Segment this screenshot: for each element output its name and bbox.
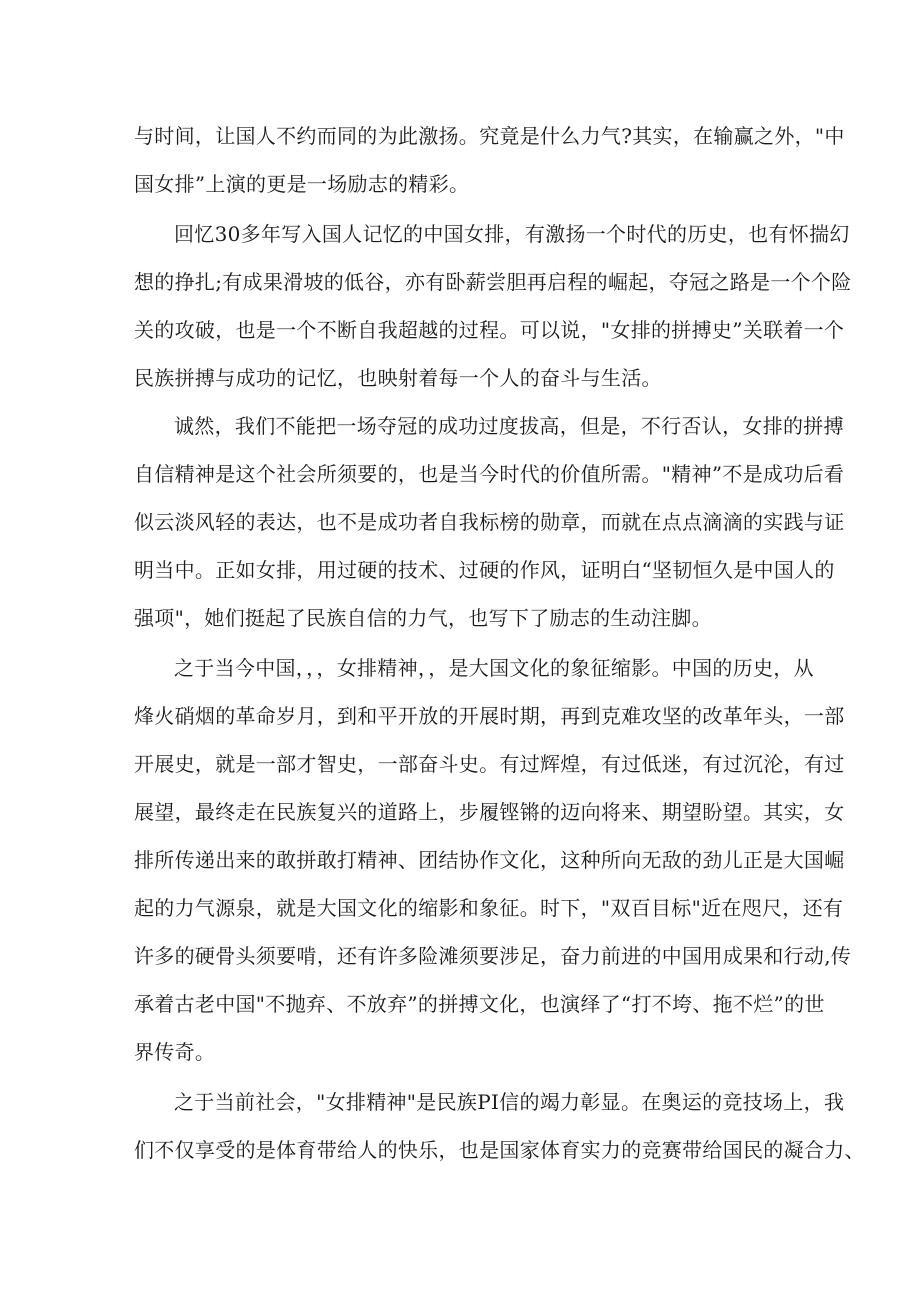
text-line: 开展史，就是一部才智史，一部奋斗史。有过辉煌，有过低迷，有过沉沦，有过 — [134, 752, 845, 776]
text-line: 排所传递出来的敢拼敢打精神、团结协作文化，这种所向无敌的劲儿正是大国崛 — [134, 848, 845, 872]
text-line: 展望，最终走在民族复兴的道路上，步履铿锵的迈向将来、期望盼望。其实，女 — [134, 800, 845, 824]
text-line: 似云淡风轻的表达，也不是成功者自我标榜的勋章，而就在点点滴滴的实践与证 — [134, 510, 845, 534]
text-line: 起的力气源泉，就是大国文化的缩影和象征。时下，"双百目标"近在咫尺，还有 — [134, 896, 844, 920]
text-line: 与时间，让国人不约而同的为此激扬。究竟是什么力气?其实，在输赢之外，"中 — [134, 124, 845, 148]
text-line: 许多的硬骨头须要啃，还有许多险滩须要涉足，奋力前进的中国用成果和行动,传 — [134, 944, 852, 968]
text-line: 承着古老中国"不抛弃、不放弃”的拼搏文化，也演绎了“打不垮、拖不烂”的世 — [134, 992, 825, 1016]
text-line: 国女排”上演的更是一场励志的精彩。 — [134, 172, 470, 196]
text-line: 界传奇。 — [134, 1040, 216, 1064]
text-line: 诚然，我们不能把一场夺冠的成功过度拔高，但是，不行否认，女排的拼搏 — [174, 414, 844, 438]
text-line: 明当中。正如女排，用过硬的技术、过硬的作风，证明白“坚韧恒久是中国人的 — [134, 558, 835, 582]
text-line: 之于当前社会，"女排精神"是民族PI信的竭力彰显。在奥运的竞技场上，我 — [174, 1090, 845, 1114]
text-line: 烽火硝烟的革命岁月，到和平开放的开展时期，再到克难攻坚的改革年头，一部 — [134, 704, 845, 728]
text-line: 回忆30多年写入国人记忆的中国女排，有激扬一个时代的历史，也有怀揣幻 — [174, 222, 850, 246]
text-line: 强项"，她们挺起了民族自信的力气，也写下了励志的生动注脚。 — [134, 606, 712, 630]
text-line: 关的攻破，也是一个不断自我超越的过程。可以说，"女排的拼搏史”关联着一个 — [134, 318, 845, 342]
text-line: 之于当今中国，，，女排精神，，是大国文化的象征缩影。中国的历史，从 — [174, 656, 814, 680]
text-line: 自信精神是这个社会所须要的，也是当今时代的价值所需。"精神”不是成功后看 — [134, 462, 845, 486]
text-line: 想的挣扎;有成果滑坡的低谷，亦有卧薪尝胆再启程的崛起，夺冠之路是一个个险 — [134, 270, 852, 294]
text-line: 民族拼搏与成功的记忆，也映射着每一个人的奋斗与生活。 — [134, 366, 662, 390]
text-line: 们不仅享受的是体育带给人的快乐，也是国家体育实力的竞赛带给国民的凝合力、 — [134, 1138, 865, 1162]
